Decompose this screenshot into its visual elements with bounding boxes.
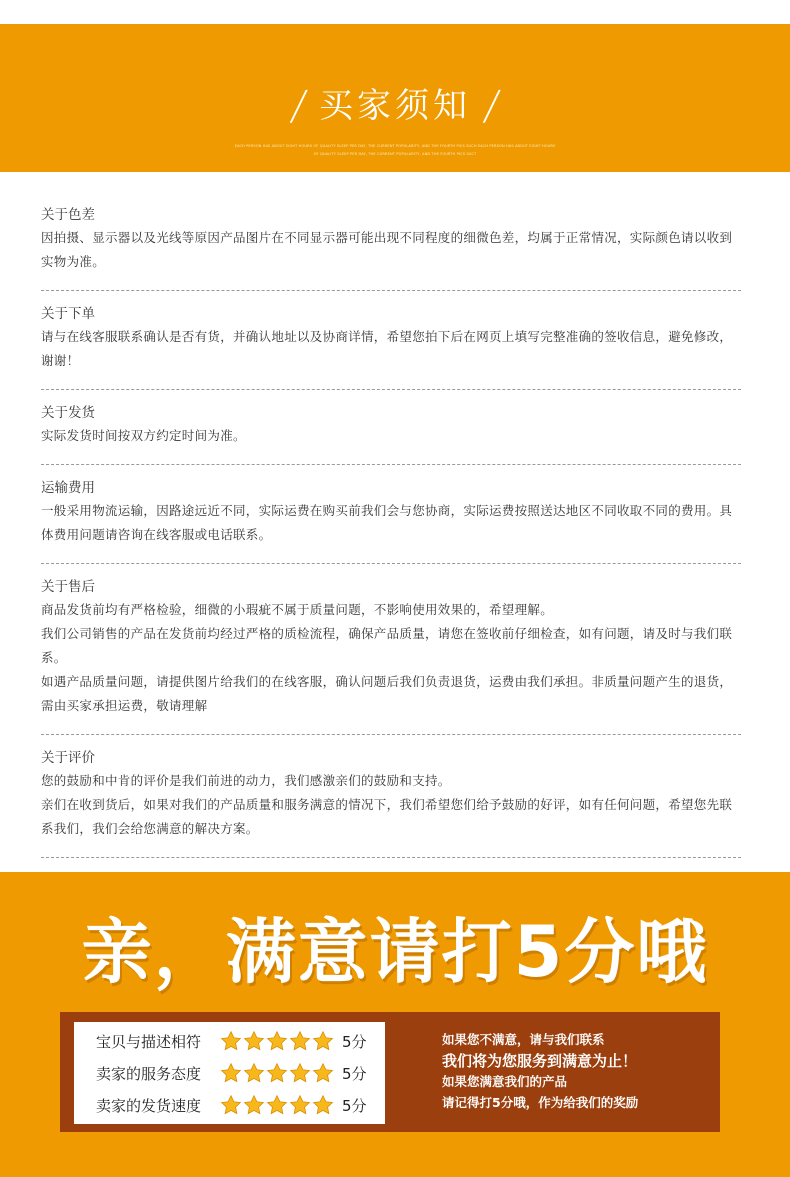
header-subtitle-line2: OF QUALITY SLEEP PER DAY, THE CURRENT POPULARITY, AND THE FOURTH PICS SUCT bbox=[313, 152, 477, 156]
promo-message-line: 如果您满意我们的产品 bbox=[442, 1074, 568, 1089]
rating-label: 卖家的服务态度 bbox=[96, 1064, 202, 1083]
section-title: 关于售后 bbox=[41, 579, 95, 595]
promo-message-line: 我们将为您服务到满意为止！ bbox=[442, 1052, 638, 1070]
rating-score: 5分 bbox=[342, 1096, 367, 1115]
section-text bbox=[41, 499, 741, 547]
star-icon bbox=[220, 1062, 242, 1084]
title-slash-left: / bbox=[287, 83, 310, 129]
rating-label: 宝贝与描述相符 bbox=[96, 1032, 202, 1051]
section-reviews bbox=[41, 747, 741, 851]
dashed-divider bbox=[41, 389, 741, 390]
section-freight bbox=[41, 477, 741, 557]
star-icon bbox=[266, 1094, 288, 1116]
section-paragraph: 一般采用物流运输，因路途远近不同，实际运费在购买前我们会与您协商，实际运费按照送达地区不同收取不同的费用。具体费用问题请咨询在线客服或电话联系。 bbox=[41, 503, 733, 542]
star-rating bbox=[220, 1062, 334, 1084]
dashed-divider bbox=[41, 464, 741, 465]
section-text bbox=[41, 769, 741, 841]
section-color-difference bbox=[41, 204, 741, 284]
rating-panel bbox=[60, 1012, 720, 1132]
star-icon bbox=[312, 1094, 334, 1116]
rating-box bbox=[74, 1022, 385, 1124]
promo-headline: 亲，满意请打5分哦 bbox=[81, 911, 709, 993]
star-icon bbox=[266, 1030, 288, 1052]
page-title: 买家须知 bbox=[319, 86, 471, 126]
section-text bbox=[41, 226, 741, 274]
header-subtitle-line1: EACH PERSON HAS ABOUT EIGHT HOURS OF QUALITY SLEEP PER DAY, THE CURRENT POPULARITY, AND THE FOURTH PICS SUCH EACH PERSON HAS ABOUT EIGHT HOURS bbox=[234, 144, 556, 148]
section-paragraph: 我们公司销售的产品在发货前均经过严格的质检流程，确保产品质量，请您在签收前仔细检查，如有问题，请及时与我们联系。 bbox=[41, 626, 733, 665]
star-icon bbox=[312, 1030, 334, 1052]
star-icon bbox=[289, 1094, 311, 1116]
star-icon bbox=[243, 1062, 265, 1084]
dashed-divider bbox=[41, 734, 741, 735]
promo-message bbox=[442, 1030, 712, 1114]
section-title: 运输费用 bbox=[41, 480, 95, 496]
rating-score: 5分 bbox=[342, 1032, 367, 1051]
star-icon bbox=[289, 1062, 311, 1084]
section-title: 关于评价 bbox=[41, 750, 95, 766]
section-title: 关于下单 bbox=[41, 306, 95, 322]
section-paragraph: 请与在线客服联系确认是否有货，并确认地址以及协商详情，希望您拍下后在网页上填写完整准确的签收信息，避免修改，谢谢！ bbox=[41, 329, 733, 368]
section-title: 关于色差 bbox=[41, 207, 95, 223]
rating-row-delivery bbox=[96, 1090, 367, 1120]
section-after-sales bbox=[41, 576, 741, 728]
section-shipping bbox=[41, 402, 741, 458]
star-rating bbox=[220, 1030, 334, 1052]
title-slash-right: / bbox=[480, 83, 503, 129]
section-title: 关于发货 bbox=[41, 405, 95, 421]
dashed-divider bbox=[41, 563, 741, 564]
star-icon bbox=[243, 1030, 265, 1052]
section-paragraph: 因拍摄、显示器以及光线等原因产品图片在不同显示器可能出现不同程度的细微色差，均属于正常情况，实际颜色请以收到实物为准。 bbox=[41, 230, 733, 269]
dashed-divider bbox=[41, 290, 741, 291]
section-paragraph: 亲们在收到货后，如果对我们的产品质量和服务满意的情况下，我们希望您们给予鼓励的好评，如有任何问题，希望您先联系我们，我们会给您满意的解决方案。 bbox=[41, 797, 733, 836]
star-icon bbox=[312, 1062, 334, 1084]
rating-score: 5分 bbox=[342, 1064, 367, 1083]
rating-promo-banner bbox=[0, 872, 790, 1177]
section-text bbox=[41, 424, 741, 448]
section-text bbox=[41, 598, 741, 718]
notice-content bbox=[41, 203, 741, 870]
section-ordering bbox=[41, 303, 741, 383]
star-icon bbox=[289, 1030, 311, 1052]
rating-label: 卖家的发货速度 bbox=[96, 1096, 202, 1115]
section-paragraph: 如遇产品质量问题，请提供图片给我们的在线客服，确认问题后我们负责退货，运费由我们承担。非质量问题产生的退货，需由买家承担运费，敬请理解 bbox=[41, 674, 733, 713]
star-rating bbox=[220, 1094, 334, 1116]
star-icon bbox=[220, 1030, 242, 1052]
promo-message-line: 如果您不满意，请与我们联系 bbox=[442, 1032, 605, 1047]
star-icon bbox=[220, 1094, 242, 1116]
dashed-divider bbox=[41, 857, 741, 858]
header-banner bbox=[0, 24, 790, 172]
star-icon bbox=[243, 1094, 265, 1116]
section-text bbox=[41, 325, 741, 373]
rating-row-service bbox=[96, 1058, 367, 1088]
title-row bbox=[0, 83, 790, 129]
promo-message-line: 请记得打5分哦，作为给我们的奖励 bbox=[442, 1095, 639, 1110]
star-icon bbox=[266, 1062, 288, 1084]
section-paragraph: 商品发货前均有严格检验，细微的小瑕疵不属于质量问题，不影响使用效果的，希望理解。 bbox=[41, 602, 554, 617]
section-paragraph: 实际发货时间按双方约定时间为准。 bbox=[41, 428, 246, 443]
section-paragraph: 您的鼓励和中肯的评价是我们前进的动力，我们感激亲们的鼓励和支持。 bbox=[41, 773, 451, 788]
rating-row-description bbox=[96, 1026, 367, 1056]
